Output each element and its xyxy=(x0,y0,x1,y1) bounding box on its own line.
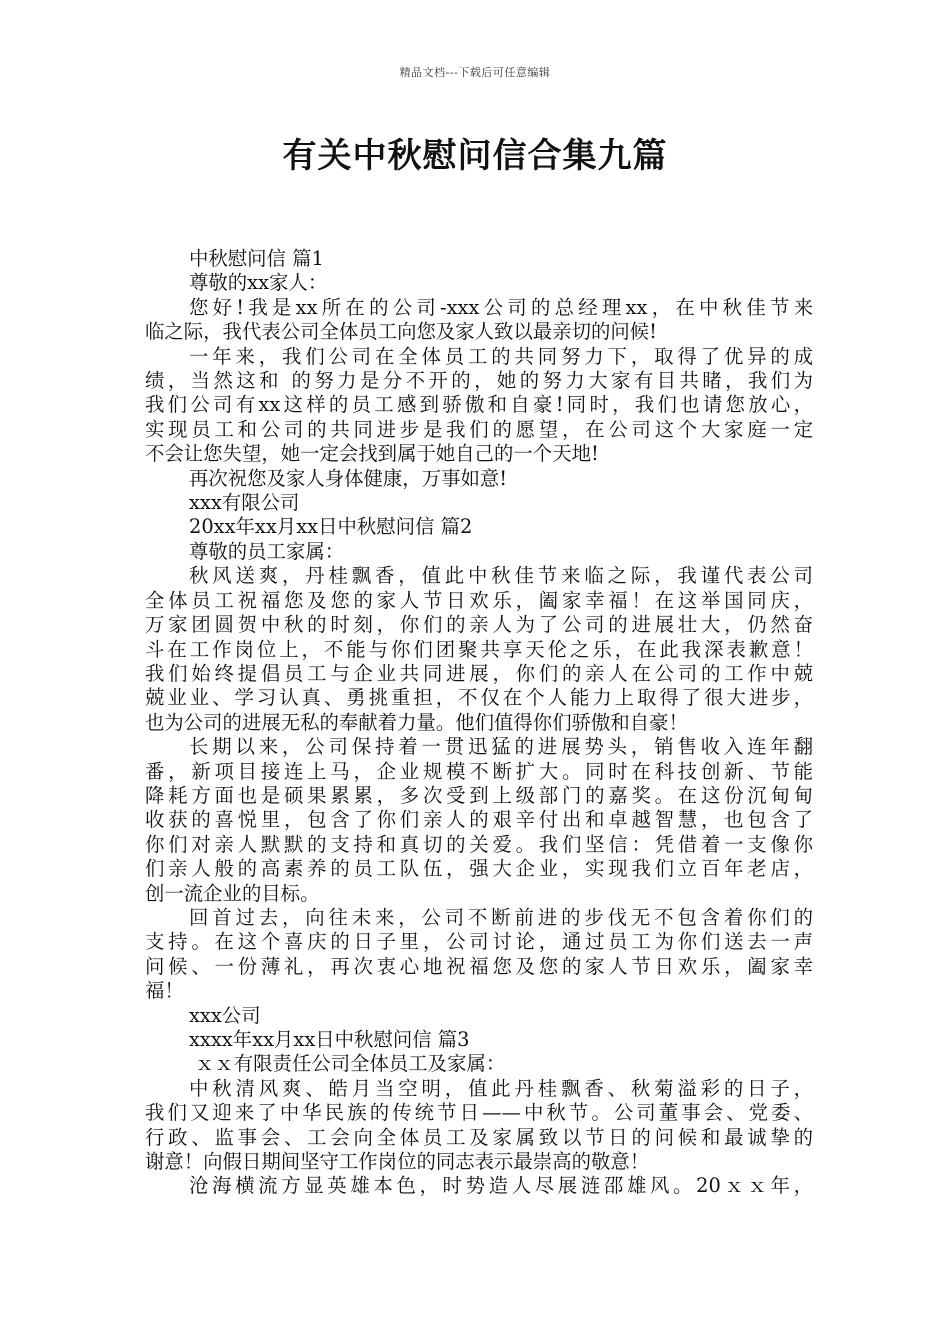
body-line: 也为公司的进展无私的奉献着力量。他们值得你们骄傲和自豪！ xyxy=(145,710,688,734)
body-line: 全体员工祝福您及您的家人节日欢乐，阖家幸福！在这举国同庆， xyxy=(145,588,813,612)
body-line: 你们对亲人默默的支持和真切的关爱。我们坚信：凭借着一支像你 xyxy=(145,832,813,856)
body-line: 斗在工作岗位上，不能与你们团聚共享天伦之乐，在此我深表歉意！ xyxy=(145,637,813,661)
body-line: 中秋清风爽、皓月当空明，值此丹桂飘香、秋菊溢彩的日子， xyxy=(189,1076,813,1100)
body-line: 秋风送爽，丹桂飘香，值此中秋佳节来临之际，我谨代表公司 xyxy=(189,564,813,588)
body-line: 我们公司有xx这样的员工感到骄傲和自豪!同时，我们也请您放心， xyxy=(145,393,813,417)
body-line: xxx公司 xyxy=(189,1003,261,1027)
body-line: xxx有限公司 xyxy=(189,491,300,515)
body-line: 一年来，我们公司在全体员工的共同努力下，取得了优异的成 xyxy=(189,344,813,368)
body-line: 绩，当然这和 的努力是分不开的，她的努力大家有目共睹，我们为 xyxy=(145,369,813,393)
body-line: 们亲人般的高素养的员工队伍，强大企业，实现我们立百年老店， xyxy=(145,857,813,881)
body-line: 创一流企业的目标。 xyxy=(145,881,320,905)
body-line: 问候、一份薄礼，再次衷心地祝福您及您的家人节日欢乐，阖家幸 xyxy=(145,954,813,978)
body-line: 我们始终提倡员工与企业共同进展，你们的亲人在公司的工作中兢 xyxy=(145,661,813,685)
body-line: 万家团圆贺中秋的时刻，你们的亲人为了公司的进展壮大，仍然奋 xyxy=(145,613,813,637)
body-line: 回首过去，向往未来，公司不断前进的步伐无不包含着你们的 xyxy=(189,905,813,929)
body-line: 沧海横流方显英雄本色，时势造人尽展涟邵雄风。20ｘｘ年， xyxy=(189,1174,813,1198)
body-line: 再次祝您及家人身体健康，万事如意! xyxy=(189,466,508,490)
body-line: 番，新项目接连上马，企业规模不断扩大。同时在科技创新、节能 xyxy=(145,759,813,783)
body-line: 不会让您失望，她一定会找到属于她自己的一个天地! xyxy=(145,442,599,466)
page-header-note: 精品文档---下载后可任意编辑 xyxy=(399,66,551,79)
body-line: 临之际，我代表公司全体员工向您及家人致以最亲切的问候! xyxy=(145,320,657,344)
body-line: 20xx年xx月xx日中秋慰问信 篇2 xyxy=(189,515,473,539)
body-line: 支持。在这个喜庆的日子里，公司讨论，通过员工为你们送去一声 xyxy=(145,930,813,954)
body-line: 收获的喜悦里，包含了你们亲人的艰辛付出和卓越智慧，也包含了 xyxy=(145,808,813,832)
body-line: 降耗方面也是硕果累累，多次受到上级部门的嘉奖。在这份沉甸甸 xyxy=(145,783,813,807)
body-line: 兢业业、学习认真、勇挑重担，不仅在个人能力上取得了很大进步， xyxy=(145,686,813,710)
document-title: 有关中秋慰问信合集九篇 xyxy=(282,136,668,176)
body-line: 行政、监事会、工会向全体员工及家属致以节日的问候和最诚挚的 xyxy=(145,1125,813,1149)
body-line: 您好!我是xx所在的公司-xxx公司的总经理xx，在中秋佳节来 xyxy=(189,295,813,319)
body-line: xxxx年xx月xx日中秋慰问信 篇3 xyxy=(189,1028,470,1051)
body-line: 我们又迎来了中华民族的传统节日——中秋节。公司董事会、党委、 xyxy=(145,1101,813,1125)
body-line: ｘｘ有限责任公司全体员工及家属： xyxy=(195,1052,506,1076)
body-line: 实现员工和公司的共同进步是我们的愿望，在公司这个大家庭一定 xyxy=(145,417,813,441)
body-line: 长期以来，公司保持着一贯迅猛的进展势头，销售收入连年翻 xyxy=(189,735,813,759)
body-line: 尊敬的员工家属： xyxy=(189,539,345,563)
body-line: 福！ xyxy=(145,979,184,1003)
body-line: 谢意！向假日期间坚守工作岗位的同志表示最崇高的敬意！ xyxy=(145,1150,650,1174)
body-line: 中秋慰问信 篇1 xyxy=(189,247,324,270)
body-line: 尊敬的xx家人： xyxy=(189,271,328,295)
document-body xyxy=(145,247,813,1199)
